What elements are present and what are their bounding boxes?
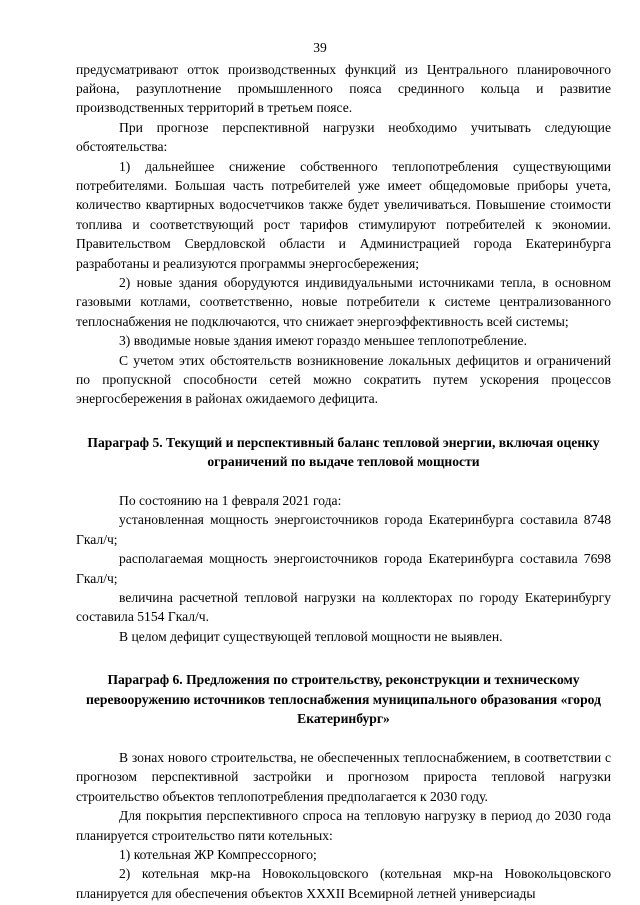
page-body: [76, 60, 611, 904]
paragraph: При прогнозе перспективной нагрузки необходимо учитывать следующие обстоятельства:: [76, 119, 611, 155]
list-item: 3) вводимые новые здания имеют гораздо меньшее теплопотребление.: [119, 333, 527, 349]
list-item: 1) дальнейшее снижение собственного теплопотребления существующими потребителями. Большая часть потребителей уже имеет общедомовые приборы учета, количество квартирных водосчетчиков также будет увеличиваться. Повышение стоимости топлива и соответствующий рост тарифов стимулируют потребителей к экономии. Правительством Свердловской области и Администрацией города Екатеринбурга разработаны и реализуются программы энергосбережения;: [76, 158, 611, 271]
paragraph: В зонах нового строительства, не обеспеченных теплоснабжением, в соответствии с прогнозом перспективной застройки и прогнозом прироста тепловой нагрузки строительство объектов теплопотребления предполагается к 2030 году.: [76, 749, 611, 804]
paragraph: предусматривают отток производственных функций из Центрального планировочного района, разуплотнение промышленного пояса срединного кольца и развитие производственных территорий в третьем поясе.: [76, 61, 611, 116]
page-number: 39: [313, 40, 327, 55]
spacer: [76, 409, 611, 433]
paragraph: С учетом этих обстоятельств возникновение локальных дефицитов и ограничений по пропускной способности сетей можно сократить путем ускорения процессов энергосбережения в районах ожидаемого дефицита.: [76, 352, 611, 407]
list-item: 2) котельная мкр-на Новокольцовского (котельная мкр-на Новокольцовского планируется для обеспечения объектов XXXII Всемирной летней универсиады: [76, 866, 611, 901]
paragraph: Для покрытия перспективного спроса на тепловую нагрузку в период до 2030 года планируется строительство пяти котельных:: [76, 808, 611, 843]
list-item: 1) котельная ЖР Компрессорного;: [119, 846, 317, 862]
spacer: [76, 646, 611, 670]
list-item: установленная мощность энергоисточников города Екатеринбурга составила 8748 Гкал/ч;: [76, 512, 611, 547]
section-heading: Параграф 6. Предложения по строительству, реконструкции и техническому перевооружению источников теплоснабжения муниципального образования «город Екатеринбург»: [86, 672, 601, 727]
section-heading: Параграф 5. Текущий и перспективный баланс тепловой энергии, включая оценку ограничений по выдаче тепловой мощности: [87, 434, 600, 470]
list-item: располагаемая мощность энергоисточников города Екатеринбурга составила 7698 Гкал/ч;: [76, 551, 611, 586]
spacer: [76, 728, 611, 747]
paragraph: В целом дефицит существующей тепловой мощности не выявлен.: [119, 628, 503, 644]
spacer: [76, 472, 611, 491]
list-item: 2) новые здания оборудуются индивидуальными источниками тепла, в основном газовыми котлами, соответственно, новые потребители к системе централизованного теплоснабжения не подключаются, что снижает энергоэффективность всей системы;: [76, 274, 611, 329]
list-item: величина расчетной тепловой нагрузки на коллекторах по городу Екатеринбургу составила 5154 Гкал/ч.: [76, 590, 611, 625]
paragraph: По состоянию на 1 февраля 2021 года:: [119, 493, 342, 509]
